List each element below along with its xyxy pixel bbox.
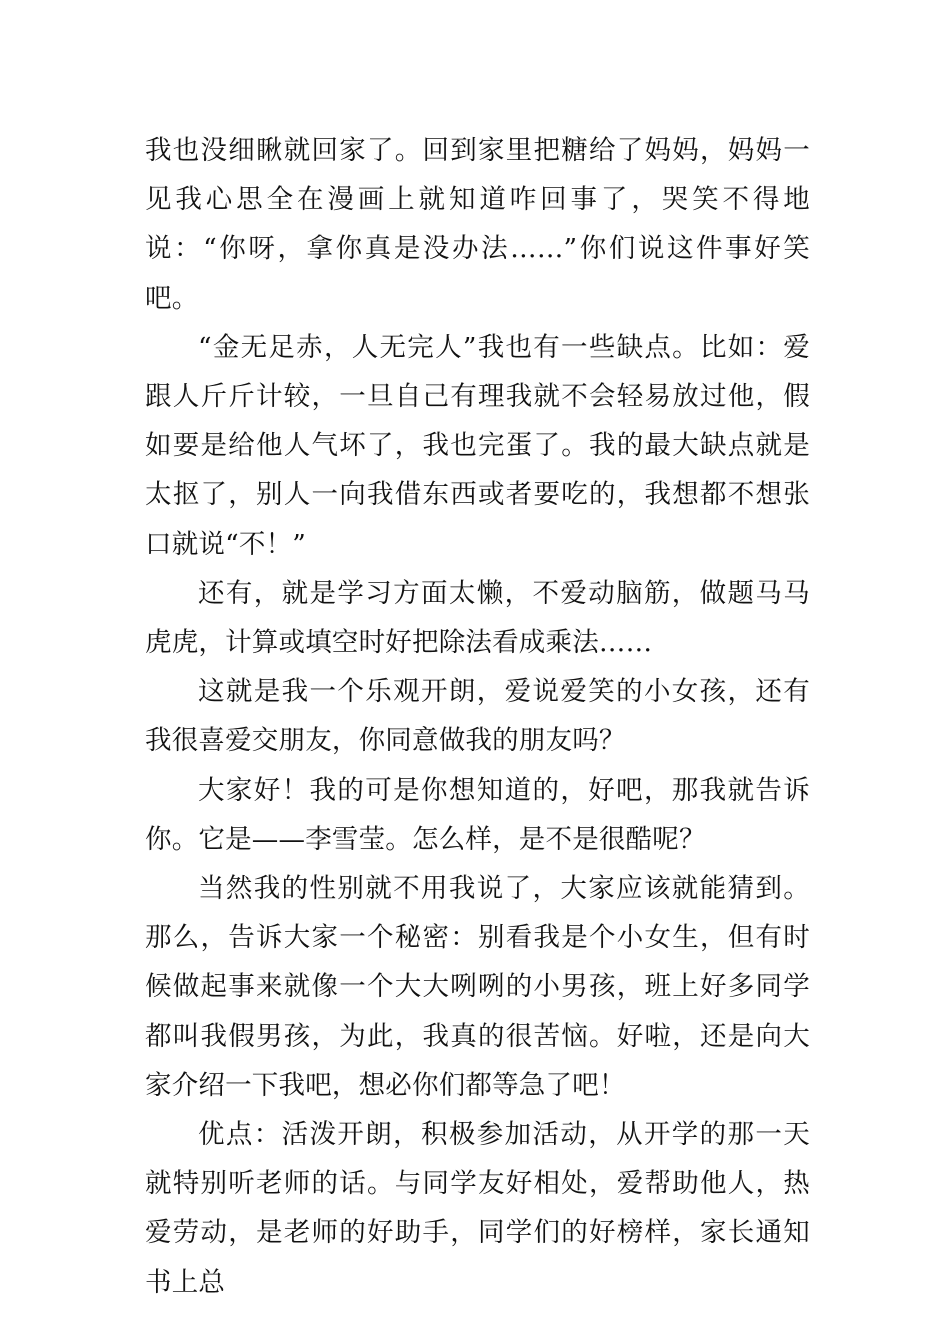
paragraph-5: 大家好！我的可是你想知道的，好吧，那我就告诉你。它是——李雪莹。怎么样，是不是很酷呢？ — [145, 774, 810, 855]
paragraph-1: 我也没细瞅就回家了。回到家里把糖给了妈妈，妈妈一见我心思全在漫画上就知道咋回事了，哭笑不得地说：“你呀，拿你真是没办法……”你们说这件事好笑吧。 — [145, 135, 810, 314]
paragraph-4: 这就是我一个乐观开朗，爱说爱笑的小女孩，还有我很喜爱交朋友，你同意做我的朋友吗？ — [145, 676, 810, 757]
paragraph-2: “金无足赤，人无完人”我也有一些缺点。比如：爱跟人斤斤计较，一旦自己有理我就不会轻易放过他，假如要是给他人气坏了，我也完蛋了。我的最大缺点就是太抠了，别人一向我借东西或者要吃的，我想都不想张口就说“不！” — [145, 331, 810, 560]
document-body — [145, 126, 810, 1307]
paragraph-7: 优点：活泼开朗，积极参加活动，从开学的那一天就特别听老师的话。与同学友好相处，爱帮助他人，热爱劳动，是老师的好助手，同学们的好榜样，家长通知书上总 — [145, 1119, 810, 1298]
paragraph-3: 还有，就是学习方面太懒，不爱动脑筋，做题马马虎虎，计算或填空时好把除法看成乘法…… — [145, 577, 810, 659]
paragraph-6: 当然我的性别就不用我说了，大家应该就能猜到。那么，告诉大家一个秘密：别看我是个小女生，但有时候做起事来就像一个大大咧咧的小男孩，班上好多同学都叫我假男孩，为此，我真的很苦恼。好啦，还是向大家介绍一下我吧，想必你们都等急了吧！ — [145, 873, 810, 1101]
